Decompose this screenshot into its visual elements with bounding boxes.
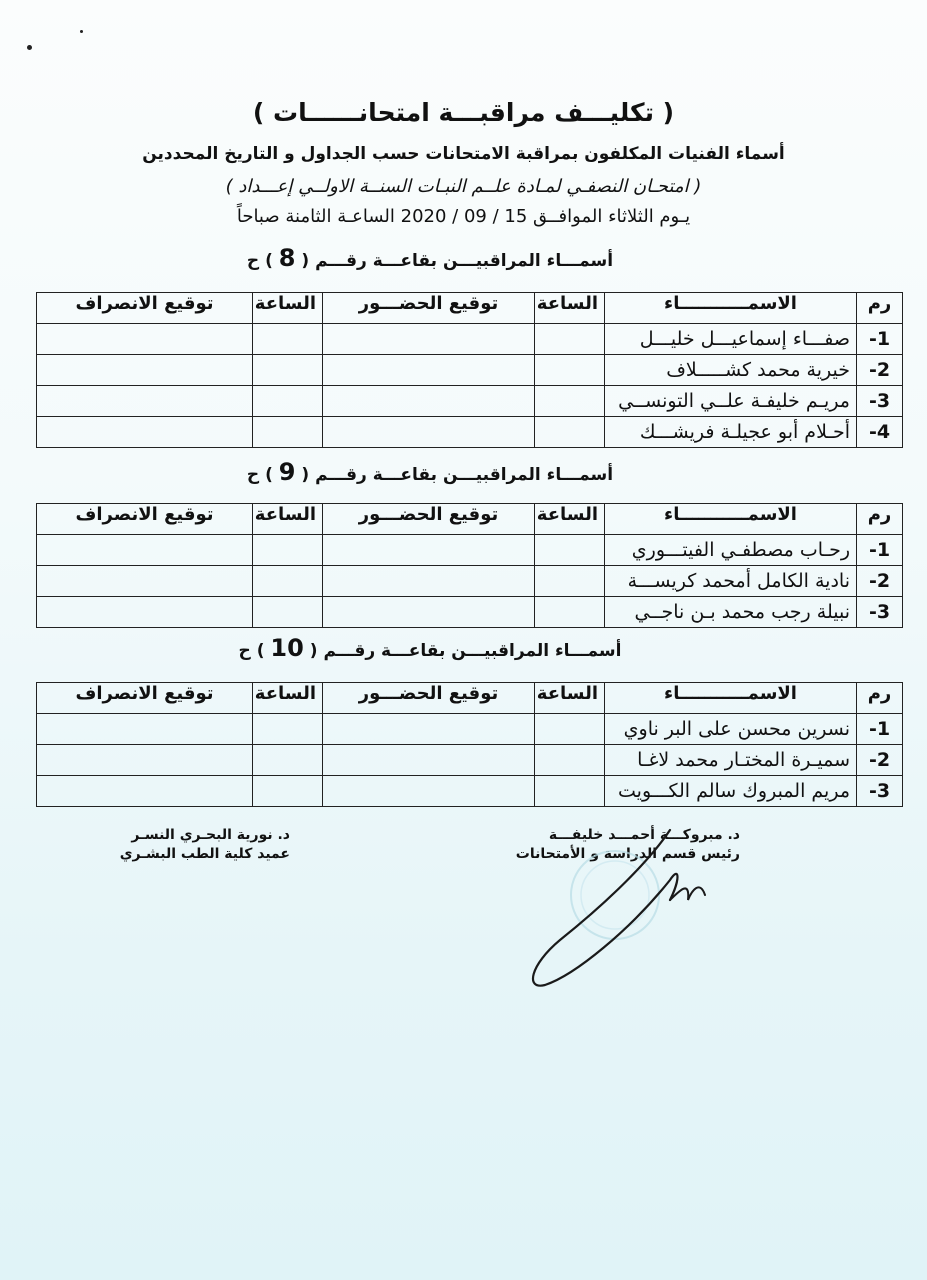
room-heading-close: ) ح bbox=[246, 251, 273, 271]
row-number: 4- bbox=[857, 417, 903, 448]
attendance-signature-cell[interactable] bbox=[323, 324, 535, 355]
table-row bbox=[37, 324, 903, 355]
signature-stroke bbox=[533, 830, 678, 986]
attendance-signature-cell[interactable] bbox=[323, 386, 535, 417]
handwritten-signature bbox=[515, 820, 740, 1000]
time-in-cell[interactable] bbox=[535, 417, 605, 448]
col-header-attendance: توقيع الحضـــور bbox=[323, 504, 535, 535]
departure-signature-cell[interactable] bbox=[37, 355, 253, 386]
time-in-cell[interactable] bbox=[535, 535, 605, 566]
col-header-time-out: الساعة bbox=[253, 504, 323, 535]
departure-signature-cell[interactable] bbox=[37, 566, 253, 597]
col-header-num: رم bbox=[857, 683, 903, 714]
time-out-cell[interactable] bbox=[253, 776, 323, 807]
table-header-row bbox=[37, 293, 903, 324]
proctor-name: مريم المبروك سالم الكـــويت bbox=[605, 776, 857, 807]
col-header-num: رم bbox=[857, 504, 903, 535]
dean-title: عميد كلية الطب البشـري bbox=[119, 846, 290, 862]
table-row bbox=[37, 417, 903, 448]
departure-signature-cell[interactable] bbox=[37, 535, 253, 566]
time-in-cell[interactable] bbox=[535, 745, 605, 776]
time-in-cell[interactable] bbox=[535, 355, 605, 386]
row-number: 2- bbox=[857, 355, 903, 386]
proctor-name: مريـم خليفـة علــي التونســي bbox=[605, 386, 857, 417]
table-header-row bbox=[37, 504, 903, 535]
attendance-signature-cell[interactable] bbox=[323, 417, 535, 448]
exam-line: ( امتحـان النصفـي لمـادة علــم النبـات السنــة الاولــي إعـــداد ) bbox=[225, 176, 702, 197]
room-number: 10 bbox=[270, 634, 304, 662]
table-row bbox=[37, 745, 903, 776]
row-number: 3- bbox=[857, 776, 903, 807]
dean-signature-block bbox=[119, 826, 290, 864]
proctor-name: خيرية محمد كشـــــلاف bbox=[605, 355, 857, 386]
proctor-name: نادية الكامل أمحمد كريســـة bbox=[605, 566, 857, 597]
room-heading bbox=[200, 634, 660, 662]
room-number: 8 bbox=[278, 244, 296, 272]
row-number: 3- bbox=[857, 386, 903, 417]
row-number: 2- bbox=[857, 745, 903, 776]
row-number: 1- bbox=[857, 535, 903, 566]
room-heading-close: ) ح bbox=[238, 641, 265, 661]
time-out-cell[interactable] bbox=[253, 324, 323, 355]
col-header-num: رم bbox=[857, 293, 903, 324]
col-header-names: الاسمـــــــــــاء bbox=[605, 504, 857, 535]
time-in-cell[interactable] bbox=[535, 776, 605, 807]
dean-name: د. نورية البحـري النسـر bbox=[131, 827, 290, 843]
table-header-row bbox=[37, 683, 903, 714]
col-header-time-in: الساعة bbox=[535, 293, 605, 324]
col-header-time-out: الساعة bbox=[253, 293, 323, 324]
departure-signature-cell[interactable] bbox=[37, 714, 253, 745]
col-header-attendance: توقيع الحضـــور bbox=[323, 683, 535, 714]
document-subtitle: أسماء الفنيات المكلفون بمراقبة الامتحانات حسب الجداول و التاريخ المحددين bbox=[142, 144, 785, 164]
exams-head-title: رئيس قسم الدراسة و الأمتحانات bbox=[515, 846, 740, 862]
proctor-name: سميـرة المختـار محمد لاغـا bbox=[605, 745, 857, 776]
attendance-signature-cell[interactable] bbox=[323, 776, 535, 807]
time-out-cell[interactable] bbox=[253, 355, 323, 386]
date-line: يـوم الثلاثاء الموافــق 15 / 09 / 2020 الساعـة الثامنة صباحاً bbox=[236, 206, 691, 227]
table-row bbox=[37, 386, 903, 417]
time-out-cell[interactable] bbox=[253, 714, 323, 745]
room-heading-label: أسمـــاء المراقبيـــن بقاعـــة رقـــم ( bbox=[309, 641, 622, 661]
departure-signature-cell[interactable] bbox=[37, 417, 253, 448]
col-header-attendance: توقيع الحضـــور bbox=[323, 293, 535, 324]
faded-stamp bbox=[571, 851, 659, 939]
time-out-cell[interactable] bbox=[253, 566, 323, 597]
room-heading-label: أسمـــاء المراقبيـــن بقاعـــة رقـــم ( bbox=[301, 251, 614, 271]
time-out-cell[interactable] bbox=[253, 745, 323, 776]
departure-signature-cell[interactable] bbox=[37, 386, 253, 417]
time-in-cell[interactable] bbox=[535, 714, 605, 745]
time-in-cell[interactable] bbox=[535, 566, 605, 597]
ink-speck bbox=[27, 45, 32, 50]
time-out-cell[interactable] bbox=[253, 417, 323, 448]
ink-speck bbox=[80, 30, 83, 33]
departure-signature-cell[interactable] bbox=[37, 324, 253, 355]
proctor-table bbox=[36, 292, 903, 448]
proctor-table bbox=[36, 682, 903, 807]
attendance-signature-cell[interactable] bbox=[323, 714, 535, 745]
row-number: 2- bbox=[857, 566, 903, 597]
attendance-signature-cell[interactable] bbox=[323, 566, 535, 597]
col-header-departure: توقيع الانصراف bbox=[37, 683, 253, 714]
proctor-name: نبيلة رجب محمد بـن ناجــي bbox=[605, 597, 857, 628]
time-in-cell[interactable] bbox=[535, 386, 605, 417]
proctor-name: رحـاب مصطفـي الفيتـــوري bbox=[605, 535, 857, 566]
room-heading-close: ) ح bbox=[246, 465, 273, 485]
departure-signature-cell[interactable] bbox=[37, 776, 253, 807]
document-title: ( تكليـــف مراقبـــة امتحانــــــات ) bbox=[252, 98, 675, 127]
proctor-name: نسرين محسن على البر ناوي bbox=[605, 714, 857, 745]
table-row bbox=[37, 597, 903, 628]
table-row bbox=[37, 535, 903, 566]
time-in-cell[interactable] bbox=[535, 597, 605, 628]
attendance-signature-cell[interactable] bbox=[323, 535, 535, 566]
table-row bbox=[37, 566, 903, 597]
room-heading bbox=[200, 244, 660, 272]
time-out-cell[interactable] bbox=[253, 386, 323, 417]
proctor-table bbox=[36, 503, 903, 628]
col-header-time-in: الساعة bbox=[535, 683, 605, 714]
row-number: 3- bbox=[857, 597, 903, 628]
departure-signature-cell[interactable] bbox=[37, 745, 253, 776]
room-number: 9 bbox=[278, 458, 296, 486]
attendance-signature-cell[interactable] bbox=[323, 597, 535, 628]
col-header-names: الاسمـــــــــــاء bbox=[605, 683, 857, 714]
attendance-signature-cell[interactable] bbox=[323, 745, 535, 776]
time-out-cell[interactable] bbox=[253, 597, 323, 628]
table-row bbox=[37, 714, 903, 745]
table-row bbox=[37, 776, 903, 807]
table-row bbox=[37, 355, 903, 386]
room-heading-label: أسمـــاء المراقبيـــن بقاعـــة رقـــم ( bbox=[301, 465, 614, 485]
attendance-signature-cell[interactable] bbox=[323, 355, 535, 386]
exams-head-name: د. مبروكـــة أحمـــد خليفـــة bbox=[548, 827, 740, 843]
row-number: 1- bbox=[857, 714, 903, 745]
col-header-time-in: الساعة bbox=[535, 504, 605, 535]
time-out-cell[interactable] bbox=[253, 535, 323, 566]
col-header-departure: توقيع الانصراف bbox=[37, 293, 253, 324]
col-header-names: الاسمـــــــــــاء bbox=[605, 293, 857, 324]
row-number: 1- bbox=[857, 324, 903, 355]
proctor-name: صفـــاء إسماعيـــل خليـــل bbox=[605, 324, 857, 355]
time-in-cell[interactable] bbox=[535, 324, 605, 355]
faded-stamp-inner bbox=[581, 861, 649, 929]
col-header-time-out: الساعة bbox=[253, 683, 323, 714]
proctor-name: أحـلام أبو عجيلـة فريشـــك bbox=[605, 417, 857, 448]
room-heading bbox=[200, 458, 660, 486]
col-header-departure: توقيع الانصراف bbox=[37, 504, 253, 535]
departure-signature-cell[interactable] bbox=[37, 597, 253, 628]
